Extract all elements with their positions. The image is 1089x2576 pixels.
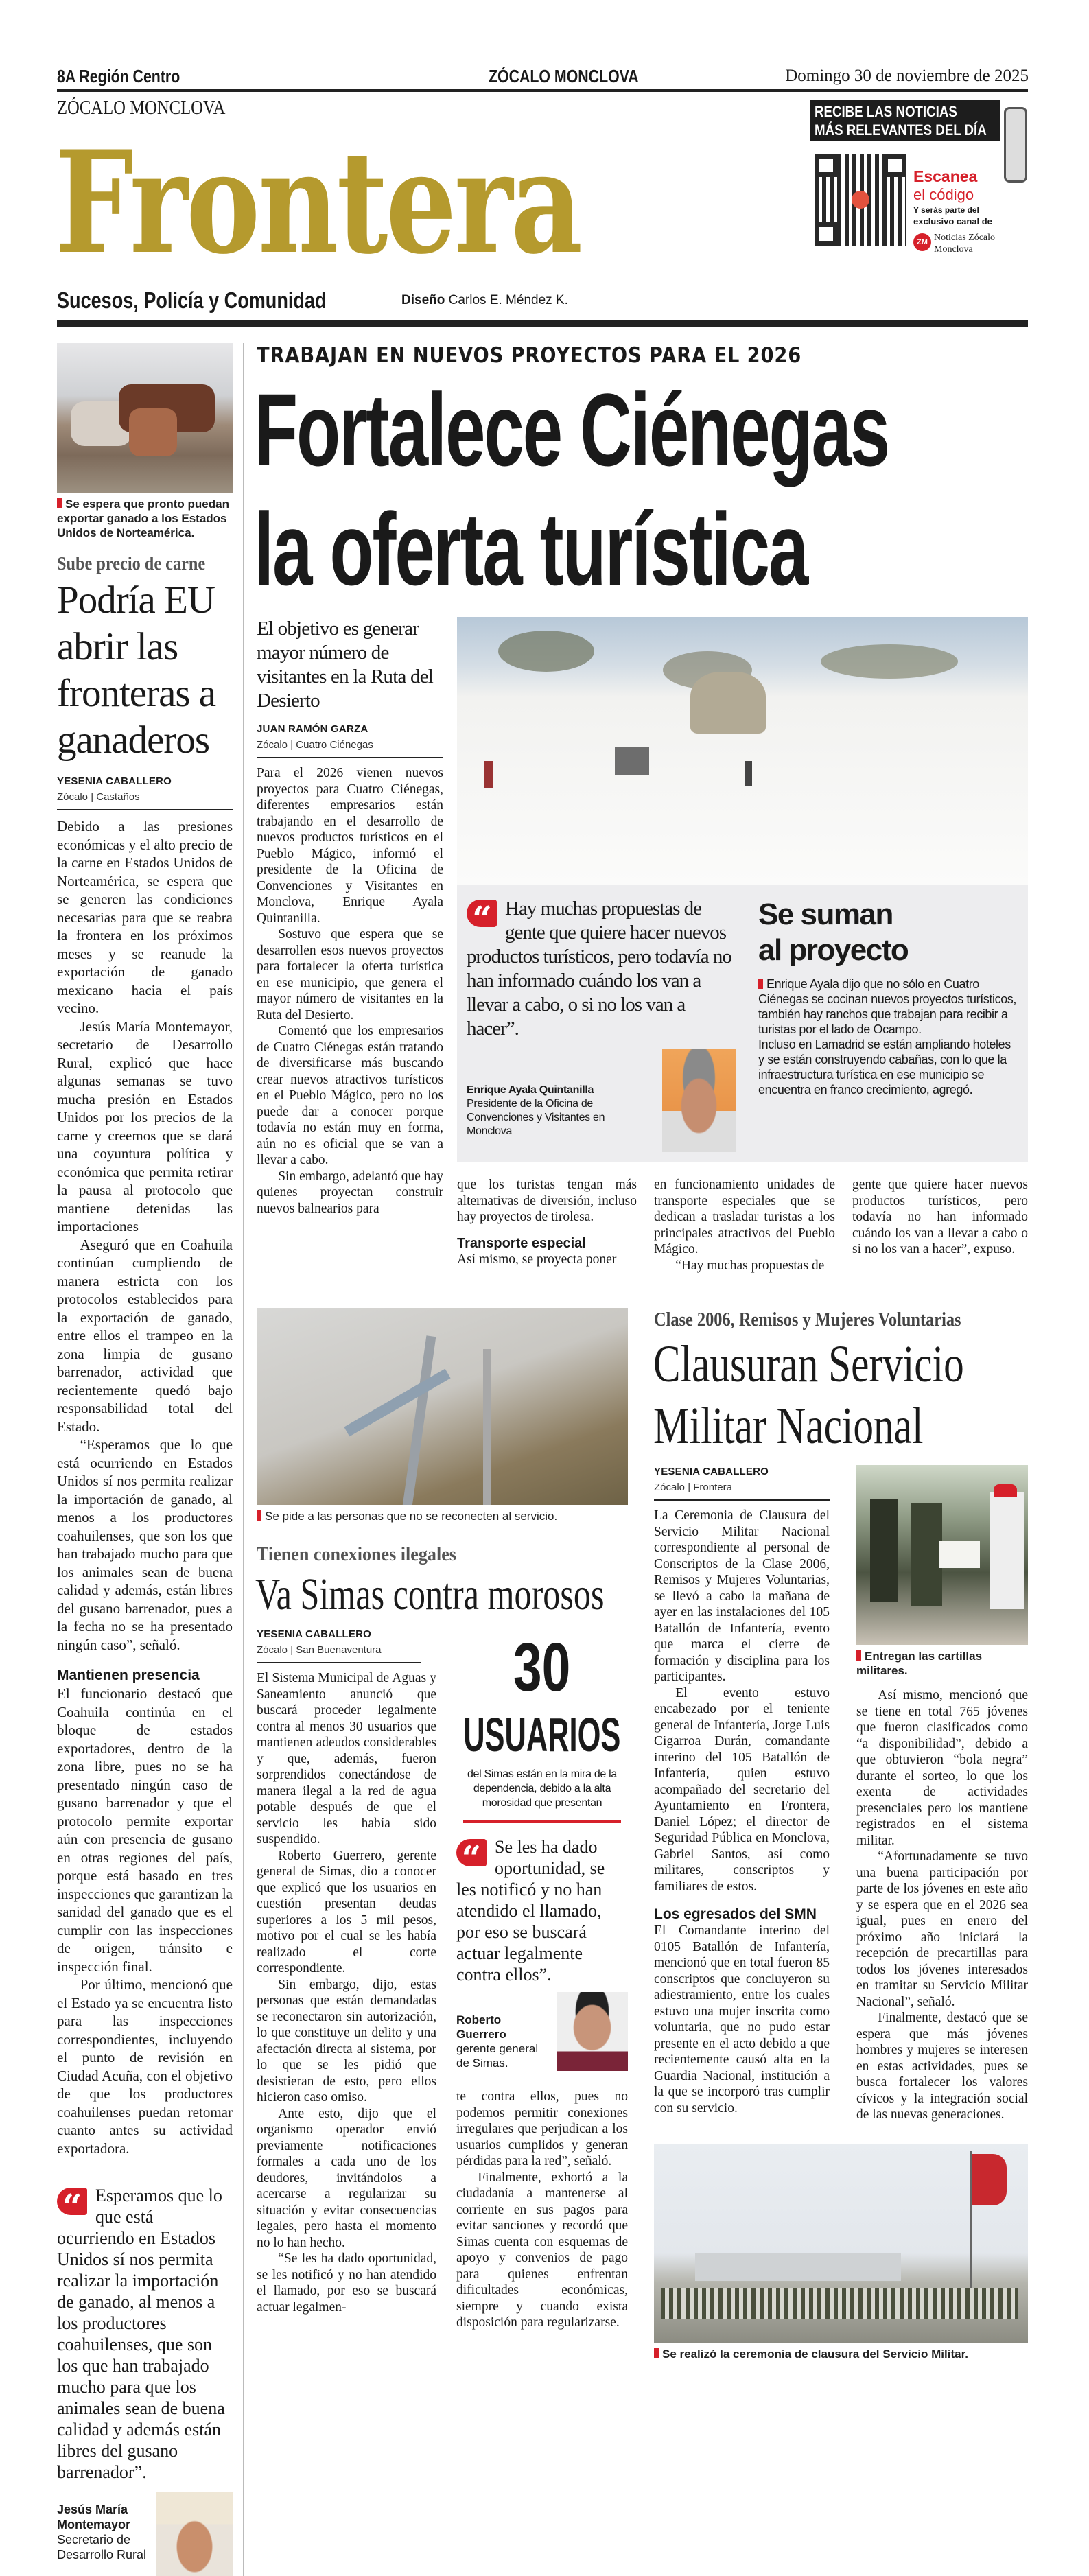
main-pull-quote: “ Hay muchas propuestas de gente que quiere hacer nuevos productos turísticos, pero todavía no han informado cuándo los van a llevar a cabo, o si no los van a hacer”. — [467, 898, 731, 1040]
cartillas-caption: Entregan las cartillas militares. — [856, 1650, 983, 1677]
paragraph: Finalmente, exhortó a la ciudadanía a mantenerse al corriente en sus pagos para evitar sanciones y recordó que Simas cuenta con esquemas de apoyo y convenios de pago para quienes enfrentan dificultades económicas, siempre y cuando exista disposición para regularizarse. — [456, 2170, 628, 2330]
military-col2 — [856, 1687, 1028, 2123]
paragraph: Comentó que los empresarios de Cuatro Ciénegas están tratando de diversificarse más buscando crear nuevos atractivos turísticos en el Pueblo Mágico, pero no los puede dar a conocer porque todavía no están muy en forma, aún no es oficial que se van a llevar a cabo. — [257, 1024, 443, 1167]
left-pull-quote: “ Esperamos que lo que está ocurriendo en Estados Unidos sí nos permita realizar la importación de ganado, al menos a los productores coahuilenses, que son los que han trabajado mucho para que los animales sean de buena calidad y además están libres del gusano barrenador”. — [57, 2186, 225, 2482]
left-subhead: Mantienen presencia — [57, 1667, 200, 1683]
cattle-photo-caption: Se espera que pronto puedan exportar ganado a los Estados Unidos de Norteamérica. — [57, 497, 229, 539]
stat-box — [456, 1628, 628, 1823]
paragraph: Debido a las presiones económicas y el alto precio de la carne en Estados Unidos de Norteamérica, se espera que se generen las condiciones necesarias para que se reabra la frontera en los próximos meses y se reanude la exportación de ganado mexicano hacia el país vecino. — [57, 818, 233, 1016]
header-thick-rule — [57, 320, 1028, 327]
main-area — [254, 343, 1028, 2576]
simas-pull-quote: “ Se les ha dado oportunidad, se les notificó y no han atendido el llamado, por eso se buscará actuar legalmente contra ellos”. — [456, 1837, 605, 1984]
ad-sub1: Y serás parte del — [913, 205, 979, 215]
brand-small: ZÓCALO MONCLOVA — [57, 97, 226, 119]
simas-quote-title: gerente general de Simas. — [456, 2042, 539, 2070]
paragraph: La Ceremonia de Clausura del Servicio Militar Nacional correspondiente al personal de Conscriptos de la Clase 2006, Remisos y Mujeres Voluntarias, se llevó a cabo la mañana de ayer en las instalaciones del 105 Batallón de Infantería, evento que marca el cierre de formación y disciplina para los participantes. — [654, 1508, 830, 1684]
paragraph: Sin embargo, adelantó que hay quienes proyectan construir nuevos balnearios para — [257, 1169, 443, 1216]
paragraph: Jesús María Montemayor, secretario de Desarrollo Rural, explicó que hace algunas semanas se tuvo mucha presión en Estados Unidos por los precios de la carne y creemos que se dará una coyuntura política y económica que permita retirar la pausa al protocolo que mantiene detenidas las importaciones — [57, 1018, 233, 1234]
cattle-photo — [57, 343, 233, 493]
main-quote-name: Enrique Ayala Quintanilla — [467, 1084, 594, 1096]
paragraph: El funcionario destacó que Coahuila continúa en el bloque de estados exportadores, dentro de la zona libre, pues no se ha presentado ningún caso de gusano barrenador y que el protocolo permite exportar aún con presencia de gusano en otras regiones del país, porque está basado en tres inspecciones que garantizan la sanidad del ganado que es el cumplir con las inspecciones de origen, tránsito e inspección final. — [57, 1685, 233, 1975]
ad-line2-bold: DEL DÍA — [935, 121, 987, 139]
paragraph: te contra ellos, pues no podemos permitir conexiones irregulares que perjudican a los usuarios cumplidos y generan pérdidas para la red”, señaló. — [456, 2089, 628, 2168]
military-subhead: Los egresados del SMN — [654, 1906, 817, 1922]
ad-channel2: Monclova — [934, 244, 973, 255]
whatsapp-channel-ad[interactable] — [810, 100, 1028, 265]
main-location: Zócalo | Cuatro Ciénegas — [257, 738, 443, 758]
main-headline-line2: la oferta turística — [254, 491, 808, 607]
left-author: YESENIA CABALLERO — [57, 775, 172, 787]
paragraph: que los turistas tengan más alternativas de diversión, incluso hay proyectos de tirolesa. — [457, 1178, 637, 1224]
sidebar-text: Enrique Ayala dijo que no sólo en Cuatro Ciénegas se cocinan nuevos proyectos turísticos, también hay ranchos que trabajan para recibir a turistas por el lado de Ocampo. Incluso en Lamadrid se están ampliando hoteles y se están construyendo cabañas, con lo que la infraestructura turística en ese municipio se encuentra en franco crecimiento, agregó. — [758, 977, 1017, 1097]
zm-logo: ZM — [913, 233, 931, 251]
main-article-col3 — [654, 1177, 835, 1274]
paper-name: ZÓCALO MONCLOVA — [489, 66, 639, 86]
main-kicker: TRABAJAN EN NUEVOS PROYECTOS PARA EL 2026 — [257, 343, 802, 368]
guerrero-portrait — [557, 1992, 628, 2071]
design-name: Carlos E. Méndez K. — [448, 293, 568, 307]
ceremony-photo — [654, 2144, 1028, 2343]
left-headline: Podría EU abrir las fronteras a ganaderos — [57, 578, 216, 762]
military-author: YESENIA CABALLERO — [654, 1466, 769, 1477]
simas-col1 — [257, 1670, 436, 2315]
montemayor-portrait — [156, 2492, 233, 2576]
ad-scan: Escanea — [913, 167, 978, 185]
paragraph: en funcionamiento unidades de transporte especiales que se dedican a trasladar turistas a los principales atractivos del Pueblo Mágico. — [654, 1178, 835, 1256]
simas-article — [257, 1308, 628, 2382]
paragraph: Aseguró que en Coahuila continúan cumpliendo de manera estricta con los protocolos establecidos para la exportación de ganado, entre ellos el trampeo en la zona limpia de gusano barrenador, actividad que recientemente quedó bajo responsabilidad total del Estado. — [57, 1236, 233, 1435]
quote-icon: “ — [456, 1839, 487, 1866]
quote-icon: “ — [57, 2188, 87, 2215]
ad-line1: RECIBE LAS — [815, 103, 896, 120]
stat-red-rule — [463, 1820, 621, 1823]
ad-code: el código — [913, 186, 974, 203]
paragraph: Por último, mencionó que el Estado ya se encuentra listo para las inspecciones correspondientes, incluyendo el punto de revisión en Ciudad Acuña, con el objetivo de que los productores coahuilenses puedan retomar cuanto antes su actividad exportadora. — [57, 1976, 233, 2157]
military-headline: Clausuran Servicio Militar Nacional — [653, 1335, 964, 1455]
paragraph: gente que quiere hacer nuevos productos turísticos, pero todavía no han informado cuándo los van a llevar a cabo o si no los van a hacer”, expuso. — [852, 1178, 1028, 1256]
water-photo-caption: Se pide a las personas que no se reconecten al servicio. — [257, 1509, 628, 1523]
left-quote-title: Secretario de Desarrollo Rural — [57, 2533, 147, 2562]
main-deck: El objetivo es generar mayor número de visitantes en la Ruta del Desierto — [257, 618, 434, 712]
simas-kicker: Tienen conexiones ilegales — [257, 1543, 456, 1565]
paragraph: Para el 2026 vienen nuevos proyectos para Cuatro Ciénegas, diferentes empresarios están trabajando en el desarrollo de nuevos productos turísticos en el Pueblo Mágico, informó el presidente de la Oficina de Convenciones y Visitantes en Monclova, Enrique Ayala Quintanilla. — [257, 766, 443, 926]
stat-number: 30 — [513, 1629, 571, 1706]
qr-code[interactable] — [815, 154, 906, 246]
left-kicker: Sube precio de carne — [57, 553, 206, 574]
column-divider — [243, 343, 244, 2576]
main-subhead: Transporte especial — [457, 1235, 586, 1251]
masthead-logo: Frontera — [55, 121, 581, 285]
paragraph: El evento estuvo encabezado por el teniente general de Infantería, Jorge Luis Cigarroa Durán, comandante interino del 105 Batallón de Infantería, quien estuvo acompañado del secretario del Ayuntamiento en Frontera, Daniel López; el director de Seguridad Pública en Monclova, Gabriel Santos, así como militares, conscriptos y familiares de estos. — [654, 1685, 830, 1894]
date: Domingo 30 de noviembre de 2025 — [785, 67, 1029, 85]
main-article-col2 — [457, 1177, 637, 1267]
ad-line2: MÁS RELEVANTES — [815, 121, 936, 139]
military-location: Zócalo | Frontera — [654, 1481, 830, 1501]
top-rule — [57, 89, 1028, 92]
simas-col2 — [456, 2089, 628, 2331]
stat-label: USUARIOS — [463, 1708, 621, 1761]
ad-channel1: Noticias Zócalo — [934, 233, 996, 243]
ayala-portrait — [662, 1049, 736, 1152]
paragraph: “Se les ha dado oportunidad, se les notificó y no han atendido el llamado, por eso se buscará actuar legalmen- — [257, 2251, 436, 2315]
paragraph: Ante esto, dijo que el organismo operador envió previamente notificaciones formales a cada uno de los deudores, invitándolos a acercarse a regularizar su situación y evitar consecuencias legales, pero hasta el momento no lo han hecho. — [257, 2106, 436, 2250]
section-label: 8A Región Centro — [57, 66, 180, 86]
paragraph: Roberto Guerrero, gerente general de Simas, dio a conocer que explicó que los usuarios en cuestión presentan deudas superiores a los 5 mil pesos, motivo por el cual se les había realizado el corte correspondiente. — [257, 1848, 436, 1976]
ad-line1-bold: NOTICIAS — [895, 103, 957, 120]
simas-location: Zócalo | San Buenaventura — [257, 1643, 421, 1663]
left-quote-name: Jesús María Montemayor — [57, 2503, 131, 2531]
paragraph: “Afortunadamente se tuvo una buena participación por parte de los jóvenes en este año y se espera que en el 2026 sea igual, pues en enero del próximo año iniciará la recepción de precartillas para todos los jóvenes interesados en tramitar su Servicio Militar Nacional”, señaló. — [856, 1849, 1028, 2009]
military-col1 — [654, 1508, 830, 2116]
military-kicker: Clase 2006, Remisos y Mujeres Voluntarias — [654, 1309, 961, 1331]
paragraph: Finalmente, destacó que se espera que más jóvenes hombres y mujeres se interesen en estas actividades, pues se busca fortalecer los valores cívicos y la integración social de las nuevas generaciones. — [856, 2011, 1028, 2122]
left-article-body — [57, 817, 233, 2157]
paragraph: Así mismo, se proyecta poner — [457, 1252, 617, 1267]
main-author: JUAN RAMÓN GARZA — [257, 723, 368, 735]
sidebar-title-line1: Se suman — [758, 898, 893, 931]
sidebar-title-line2: al proyecto — [758, 933, 909, 967]
quote-icon: “ — [467, 900, 497, 927]
ad-sub2: exclusivo canal de — [913, 216, 992, 226]
tagline: Sucesos, Policía y Comunidad — [57, 288, 327, 313]
left-location: Zócalo | Castaños — [57, 791, 233, 810]
left-column — [57, 343, 233, 2576]
dunes-photo — [457, 617, 1028, 885]
paragraph: “Hay muchas propuestas de — [675, 1258, 825, 1273]
cartillas-photo — [856, 1465, 1028, 1645]
simas-author: YESENIA CABALLERO — [257, 1628, 372, 1640]
paragraph: El Sistema Municipal de Aguas y Saneamiento anunció que buscará proceder legalmente contra al menos 30 usuarios que mantienen adeudos considerables y que, además, fueron sorprendidos conectándose de manera ilegal a la red de agua potable después de que el servicio les había sido suspendido. — [257, 1671, 436, 1847]
main-headline-line1: Fortalece Ciénegas — [254, 372, 889, 487]
main-article-col1 — [257, 765, 443, 1217]
design-label: Diseño — [401, 293, 445, 307]
paragraph: Así mismo, mencionó que se tiene en total 765 jóvenes que fueron clasificados como “a disponibilidad”, debido a que obtuvieron “bola negra” durante el sorteo, lo que los exenta de actividades presenciales pero los mantiene registrados en el sistema militar. — [856, 1688, 1028, 1848]
stat-text: del Simas están en la mira de la dependencia, debido a la alta morosidad que presentan — [467, 1768, 618, 1809]
simas-quote-name: Roberto Guerrero — [456, 2013, 506, 2041]
paragraph: El Comandante interino del 0105 Batallón de Infantería, mencionó que en total fueron 85 conscriptos que concluyeron su adiestramiento, entre los cuales estuvo una mujer inscrita como voluntaria, que no pudo estar presente en el acto debido a que recientemente causó alta en la Guardia Nacional, institución a la que se incorporó tras cumplir con su servicio. — [654, 1923, 830, 2116]
main-article-col4 — [852, 1177, 1028, 1258]
phone-icon — [1004, 107, 1027, 183]
military-article — [654, 1308, 1028, 2382]
paragraph: Sin embargo, dijo, estas personas que están demandadas se reconectaron sin autorización, lo que constituye un delito y una afectación directa al sistema, por lo que se les pidió que desistieran de esto, pero ellos hicieron caso omiso. — [257, 1977, 436, 2105]
water-pipe-photo — [257, 1308, 628, 1505]
main-quote-title: Presidente de la Oficina de Convenciones y Visitantes en Monclova — [467, 1098, 605, 1137]
quote-sidebar-box — [457, 885, 1028, 1162]
paragraph: Sostuvo que espera que se desarrollen esos nuevos proyectos para fortalecer la oferta turística en ese municipio, que genera el mayor número de visitantes en la Ruta del Desierto. — [257, 927, 443, 1022]
simas-headline: Va Simas contra morosos — [255, 1569, 605, 1619]
paragraph: “Esperamos que lo que está ocurriendo en Estados Unidos sí nos permita realizar la importación de ganado, al menos a los productores coahuilenses, que son los que han trabajado mucho para que los animales sean de buena calidad y además, están libres del gusano barrenador, pues a la fecha no se ha presentado ningún caso”, señaló. — [57, 1436, 233, 1653]
ceremony-caption: Se realizó la ceremonia de clausura del Servicio Militar. — [654, 2347, 1028, 2361]
